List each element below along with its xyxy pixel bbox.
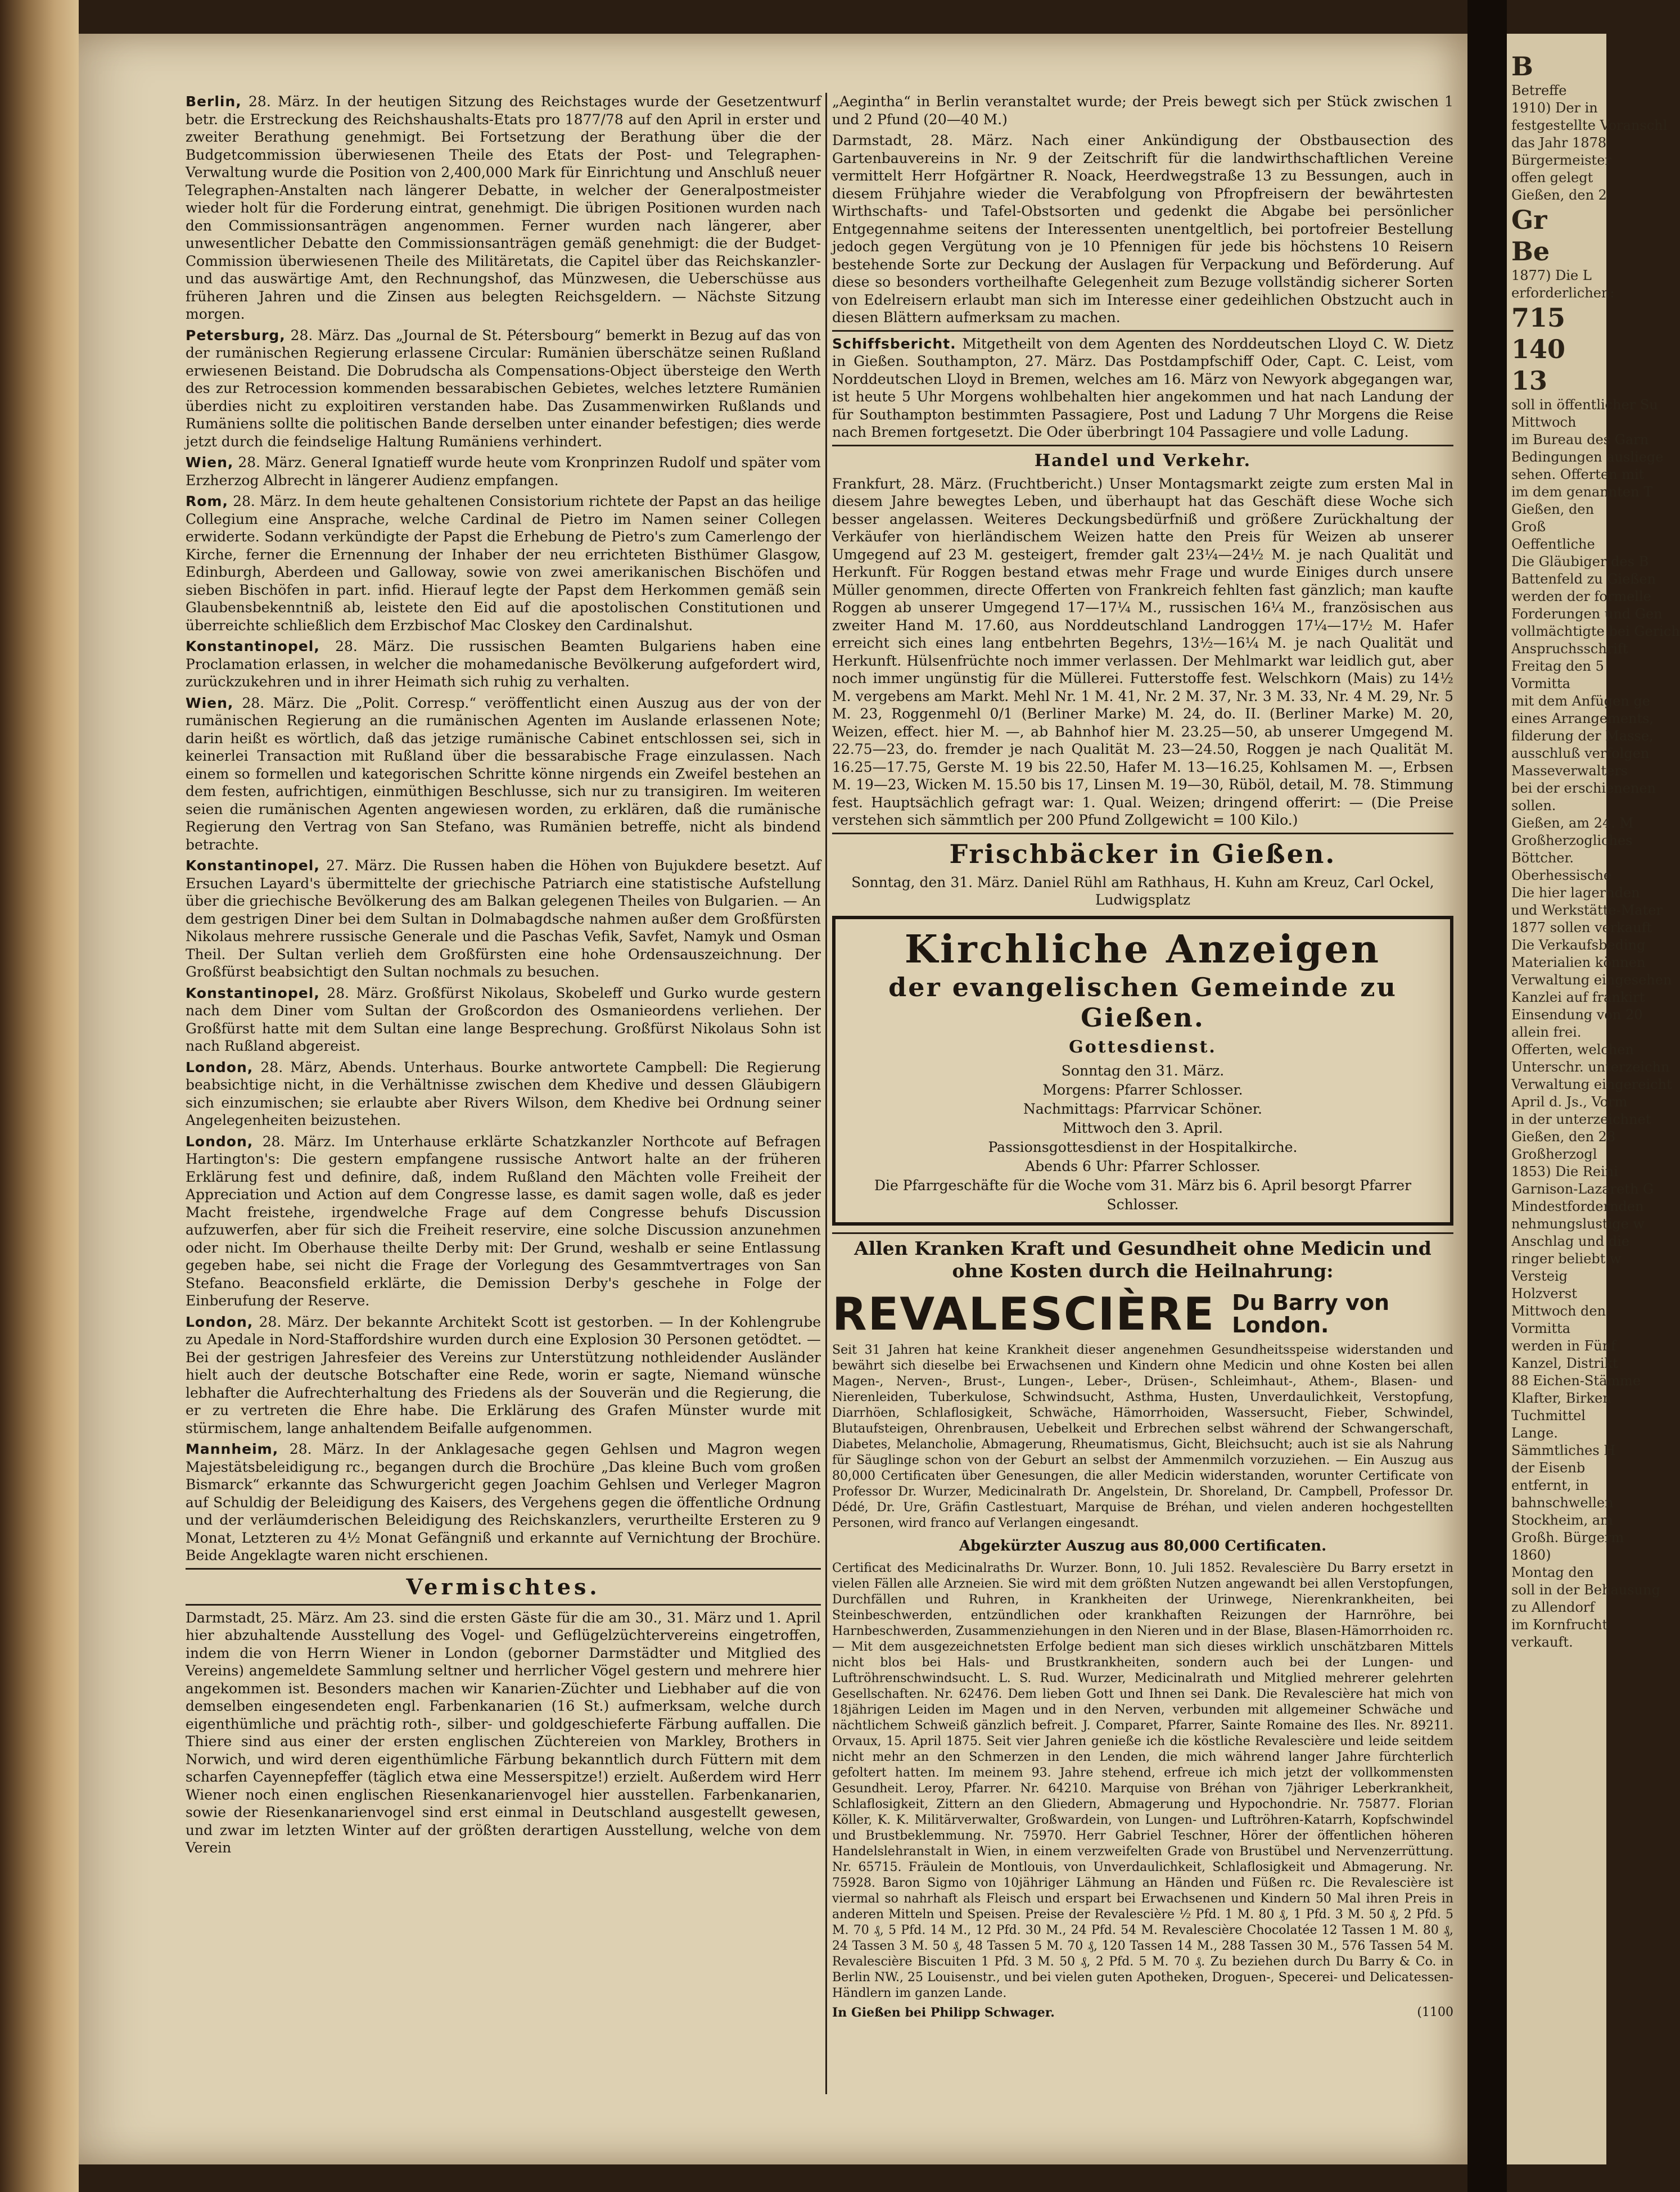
adjacent-page-fragment: im dem genannten T [1511, 484, 1653, 500]
article-text: 28. März, Abends. Unterhaus. Bourke antwortete Campbell: Die Regierung beabsichtige nicht, in die Verhältnisse zwischen dem Khedive und dessen Gläubigern sich einzumischen; sie erlaubte aber Rivers Wilson, dem Khedive bei Ordnung seiner Angelegenheiten beizustehen. [186, 1059, 821, 1128]
adjacent-page-fragment: filderung der Masse, [1511, 728, 1654, 744]
article-dateline: Mannheim, [186, 1441, 279, 1457]
news-article [186, 857, 821, 981]
adjacent-page-fragment: vollmächtigte bei Gerich [1511, 623, 1680, 639]
handel-heading: Handel und Verkehr. [1034, 450, 1252, 471]
adjacent-page-fragment: Bedingungen ausliege [1511, 449, 1664, 465]
adjacent-page-fragment: eines Arrangements, [1511, 711, 1654, 726]
adjacent-page-fragment: im Bureau des Garn [1511, 432, 1649, 448]
adjacent-page-fragment: soll in der Behausung [1511, 1582, 1660, 1598]
article-text: 28. März. Die russischen Beamten Bulgariens haben eine Proclamation erlassen, in welcher die mohamedanische Bevölkerung aufgefordert wird, zurückzukehren und in ihrer Heimath sich ruhig zu verhalten. [186, 638, 821, 690]
article-dateline: London, [186, 1313, 254, 1330]
adjacent-page-fragment: Sämmtliches H [1511, 1443, 1616, 1458]
revalesciere-brand: REVALESCIÈRE [832, 1287, 1216, 1340]
article-text: 28. März. Das „Journal de St. Pétersbourg“ bemerkt in Bezug auf das von der rumänischen Regierung erlassene Circular: Rumänien überschätze seinen Rußland erwiesenen Beistand. Die Dobrudscha als Compensations-Object übersteige den Werth des zur Retrocession kommenden bessarabischen Gebietes, welches letztere Rumänien überdies nicht zu exploitiren verstanden habe. Das Zusammenwirken Rußlands und Rumäniens sollte die politischen Bande derselben unter einander befestigen; dies werde jetzt durch die feindselige Haltung Rumäniens verhindert. [186, 327, 821, 450]
adjacent-page-fragment: mit dem Anfügen ge [1511, 693, 1651, 709]
schiffsbericht-text: Mitgetheilt von dem Agenten des Norddeutschen Lloyd C. W. Dietz in Gießen. Southampton, 27. März. Das Postdampfschiff Oder, Capt. C. Leist, vom Norddeutschen Lloyd in Bremen, welches am 16. März von Newyork abgegangen war, ist heute 5 Uhr Morgens wohlbehalten hier angekommen und hat nach Landung der für Southampton bestimmten Passagiere, Post und Ladung 7 Uhr Morgens die Reise nach Bremen fortgesetzt. Die Oder überbringt 104 Passagiere und volle Ladung. [832, 335, 1453, 440]
adjacent-page-fragment: Gießen, den 2 [1511, 187, 1607, 203]
kirchliche-subtitle: der evangelischen Gemeinde zu Gießen. [888, 971, 1397, 1033]
adjacent-page-fragment: allein frei. [1511, 1024, 1582, 1040]
revalesciere-headline: Allen Kranken Kraft und Gesundheit ohne Medicin und ohne Kosten durch die Heilnahrung: [854, 1237, 1431, 1282]
news-article [186, 1440, 821, 1565]
news-article [186, 1059, 821, 1129]
adjacent-page-text [1507, 34, 1680, 1668]
adjacent-page-fragment: Stockheim, am [1511, 1512, 1613, 1528]
revalesciere-brand-row [832, 1288, 1453, 1340]
news-article [186, 984, 821, 1055]
adjacent-page-fragment: 715 [1511, 302, 1566, 333]
article-text: 28. März. Im Unterhause erklärte Schatzkanzler Northcote auf Befragen Hartington's: Die gestern empfangene russische Antwort halte an der früheren Erklärung fest und definire, daß, indem Rußland den Mächten volle Freiheit der Appreciation und Action auf dem Congresse lasse, es damit sagen wolle, daß es jeder Macht freistehe, irgendwelche Frage auf dem Congresse behufs Discussion aufzuwerfen, aber für sich die Freiheit reservire, eine solche Discussion anzunehmen oder nicht. Im Oberhause theilte Derby mit: Der Grund, weshalb er seine Entlassung gegeben habe, sei nicht die Frage der Vorlegung des Gesammtvertrages von San Stefano. Beaconsfield erklärte, die Demission Derby's geschehe in Folge der Einberufung der Reserve. [186, 1133, 821, 1309]
adjacent-page-fragment: Klafter, Birken [1511, 1390, 1611, 1406]
adjacent-page-fragment: verkauft. [1511, 1634, 1573, 1650]
service-line: Mittwoch den 3. April. [1063, 1119, 1223, 1136]
article-dateline: London, [186, 1059, 254, 1075]
adjacent-page-fragment: Vormitta [1511, 1321, 1571, 1336]
book-spine [0, 0, 79, 2192]
article-dateline: Konstantinopel, [186, 984, 320, 1001]
adjacent-page-fragment: werden der formelle [1511, 589, 1651, 604]
adjacent-page-fragment: Forderungen und Gen [1511, 606, 1663, 622]
adjacent-page-fragment: Gr [1511, 205, 1547, 235]
adjacent-page-fragment: Großh. Bürgerm [1511, 1530, 1624, 1545]
adjacent-page-fragment: Oberhessische [1511, 867, 1612, 883]
frischbaecker-heading: Frischbäcker in Gießen. [949, 838, 1336, 869]
cert-text: Certificat des Medicinalraths Dr. Wurzer. Bonn, 10. Juli 1852. Revalescière Du Barry ersetzt in vielen Fällen alle Arzneien. Sie wird mit dem größten Nutzen angewandt bei allen Verstopfungen, Durchfällen und Ruhren, in Krankheiten der Urinwege, Nierenkrankheiten, bei Steinbeschwerden, entzündlichen oder krankhaften Reizungen der Harnröhre, bei Harnbeschwerden, Zusammenziehungen in den Nieren und in der Blase, Blasen-Hämorrhoiden rc. — Mit dem ausgezeichnetsten Erfolge bedient man sich dieses wirklich unschätzbaren Mittels nicht blos bei Hals- und Brustkrankheiten, sondern auch bei der Lungen- und Luftröhrenschwindsucht. L. S. Rud. Wurzer, Medicinalrath und Mitglied mehrerer gelehrten Gesellschaften. Nr. 62476. Dem lieben Gott und Ihnen sei Dank. Die Revalescière hat mich von 18jährigen Leiden im Magen und in den Nerven, verbunden mit allgemeiner Schwäche und nächtlichem Schweiß gänzlich befreit. J. Comparet, Pfarrer, Sainte Romaine des Iles. Nr. 89211. Orvaux, 15. April 1875. Seit vier Jahren genieße ich die köstliche Revalescière und leide seitdem nicht mehr an den Schmerzen in den Lenden, die mich während langer Jahre fürchterlich gefoltert hatten. Im meinem 93. Jahre stehend, erfreue ich mich jetzt der vollkommensten Gesundheit. Leroy, Pfarrer. Nr. 64210. Marquise von Bréhan von 7jähriger Leberkrankheit, Schlaflosigkeit, Zittern an den Gliedern, Abmagerung und Hypochondrie. Nr. 75877. Florian Köller, K. K. Militärverwalter, Großwardein, von Lungen- und Luftröhren-Katarrh, Kopfschwindel und Brustbeklemmung. Nr. 75970. Herr Gabriel Teschner, Hörer der öffentlichen höheren Handelslehranstalt in Wien, in einem verzweifelten Grade von Brustübel und Nervenzerrüttung. Nr. 65715. Fräulein de Montlouis, von Unverdaulichkeit, Schlaflosigkeit und Abmagerung. Nr. 75928. Baron Sigmo von 10jähriger Lähmung an Händen und Füßen rc. Die Revalescière ist viermal so nahrhaft als Fleisch und erspart bei Erwachsenen und Kindern 50 Mal ihren Preis in anderen Mitteln und Speisen. Preise der Revalescière ½ Pfd. 1 M. 80 ₰, 1 Pfd. 3 M. 50 ₰, 2 Pfd. 5 M. 70 ₰, 5 Pfd. 14 M., 12 Pfd. 30 M., 24 Pfd. 54 M. Revalescière Chocolatée 12 Tassen 1 M. 80 ₰, 24 Tassen 3 M. 50 ₰, 48 Tassen 5 M. 70 ₰, 120 Tassen 14 M., 288 Tassen 30 M., 576 Tassen 54 M. Revalescière Biscuiten 1 Pfd. 3 M. 50 ₰, 2 Pfd. 5 M. 70 ₰. Zu beziehen durch Du Barry & Co. in Berlin NW., 25 Louisenstr., und bei vielen guten Apotheken, Droguen-, Specerei- und Delicatessen-Händlern im ganzen Lande. [832, 1561, 1453, 2000]
adjacent-page-fragment: Be [1511, 236, 1550, 266]
section-rule [832, 833, 1453, 834]
adjacent-page-fragment: Die Verkaufsbeding [1511, 937, 1646, 953]
adjacent-page-fragment: Holzverst [1511, 1286, 1577, 1301]
adjacent-page-fragment: das Jahr 1878 [1511, 135, 1607, 151]
adjacent-page-fragment: Mittwoch den [1511, 1303, 1606, 1319]
adjacent-page-fragment: Tuchmittel [1511, 1408, 1586, 1423]
adjacent-page-fragment: ringer beliebt w [1511, 1251, 1622, 1267]
adjacent-page-fragment: Vormitta [1511, 676, 1571, 692]
adjacent-page-fragment: offen gelegt [1511, 170, 1593, 186]
adjacent-page-fragment: 1877 sollen verkauft [1511, 920, 1652, 935]
adjacent-page-fragment: Kanzlei auf frankirt [1511, 989, 1645, 1005]
section-rule [832, 445, 1453, 446]
adjacent-page-fragment: Materialien können [1511, 955, 1646, 970]
adjacent-page-fragment: zu Allendorf [1511, 1599, 1595, 1615]
adjacent-page-fragment: Kanzel, Distrikt [1511, 1355, 1618, 1371]
article-dateline: Wien, [186, 694, 234, 711]
news-articles [186, 93, 821, 1565]
kirchliche-anzeigen-box [832, 916, 1453, 1226]
news-article [186, 93, 821, 323]
adjacent-page-fragment: Großherzogl [1511, 1146, 1597, 1162]
adjacent-page-fragment: Anspruchsschrift [1511, 641, 1628, 657]
gottesdienst-heading: Gottesdienst. [1069, 1037, 1217, 1057]
adjacent-page-fragment: sollen. [1511, 798, 1556, 813]
adjacent-page-fragment: werden in Fünf [1511, 1338, 1616, 1354]
right-top-continuation: „Aegintha“ in Berlin veranstaltet wurde; der Preis bewegt sich per Stück zwischen 1 und 2 Pfund (20—40 M.) [832, 93, 1453, 128]
article-text: 28. März. Der bekannte Architekt Scott ist gestorben. — In der Kohlengrube zu Apedale in Nord-Staffordshire wurden durch eine Explosion 30 Personen getödtet. — Bei der gestrigen Jahresfeier des Vereins zur Unterstützung nothleidender Ausländer hielt auch der deutsche Botschafter eine Rede, worin er sagte, Niemand wünsche lebhafter die Aufrechterhaltung des Friedens als der Souverän und die Regierung, die er zu vertreten die Ehre habe. Die Erklärung des Grafen Münster wurde mit stürmischem, lange anhaltendem Beifalle aufgenommen. [186, 1313, 821, 1436]
news-article [186, 638, 821, 691]
article-text: 28. März. General Ignatieff wurde heute vom Kronprinzen Rudolf und später vom Erzherzog Albrecht in längerer Audienz empfangen. [186, 454, 821, 489]
service-line: Abends 6 Uhr: Pfarrer Schlosser. [1025, 1158, 1261, 1174]
service-line: Nachmittags: Pfarrvicar Schöner. [1023, 1100, 1262, 1117]
vermischtes-heading: Vermischtes. [406, 1574, 600, 1599]
vermischtes-text: Darmstadt, 25. März. Am 23. sind die ersten Gäste für die am 30., 31. März und 1. April hier abzuhaltende Ausstellung des Vogel- und Geflügelzüchtervereins eingetroffen, indem die von Herrn Wiener in London (geborner Darmstädter und Mitglied des Vereins) angemeldete Sammlung seltner und herrlicher Vögel gestern und mehrere hier angekommen ist. Besonders machen wir Kanarien-Züchter und Liebhaber auf die von demselben eingesendeten engl. Farbenkanarien (16 St.) aufmerksam, welche durch eigenthümliche und prächtig roth-, silber- und goldgeschieferte Färbung auffallen. Die Thiere sind aus einer der ersten englischen Züchtereien von Markley, Brothers in Norwich, und wird deren eigenthümliche Färbung bekanntlich durch Füttern mit dem scharfen Cayennepfeffer (täglich etwa eine Messerspitze!) erzielt. Außerdem wird Herr Wiener noch einen englischen Riesenkanarienvogel hier ausstellen. Farbenkanarien, sowie der Riesenkanarienvogel sind erst einmal in Deutschland ausgestellt gewesen, und zwar im letzten Winter auf der größten derartigen Ausstellung, welche von dem Verein [186, 1609, 821, 1856]
adjacent-page-fragment: Verwaltung eingesehen [1511, 972, 1672, 988]
handel-text: Frankfurt, 28. März. (Fruchtbericht.) Unser Montagsmarkt zeigte zum ersten Mal in diesem Jahre bewegtes Leben, und überhaupt hat das Geschäft diese Woche sich besser angelassen. Weiteres Deckungsbedürfniß und größere Zurückhaltung der Verkäufer von hierländischem Weizen hatte den Preis für Weizen ab unserer Umgegend auf 23 M. gesteigert, fremder galt 23¼—24½ M. je nach Qualität und Herkunft. Für Roggen bestand etwas mehr Frage und wurde Einiges durch unsere Müller genommen, directe Offerten von Frankreich fehlten fast gänzlich; man kaufte Roggen ab unserer Umgegend 17—17¼ M., russischen 16¼ M., französischen aus zweiter Hand M. 17.60, aus Norddeutschland Landroggen 17¼—17½ M. Hafer erreicht sich eines lang entbehrten Begehrs, 13½—16¼ M. je nach Qualität und Herkunft. Hülsenfrüchte noch immer verlassen. Der Mehlmarkt war leidlich gut, aber noch immer ungünstig für die Müllerei. Futterstoffe fest. Welschkorn (Mais) zu 14½ M. vergebens am Markt. Mehl Nr. 1 M. 41, Nr. 2 M. 37, Nr. 3 M. 33, Nr. 4 M. 29, Nr. 5 M. 23, Roggenmehl 0/1 (Berliner Marke) M. 24, do. II. (Berliner Marke) M. 20, Weizen, effect. hier M. —, ab Bahnhof hier M. 23.25—50, ab unserer Umgegend M. 22.75—23, do. fremder je nach Qualität M. 23—24.50, Roggen je nach Qualität M. 16.25—17.75, Gerste M. 19 bis 22.50, Hafer M. 13—16.25, Kohlsamen M. —, Erbsen M. 19—23, Wicken M. 15.50 bis 17, Linsen M. 19—30, Rüböl, detail, M. 78. Stimmung fest. Hauptsächlich gefragt war: 1. Qual. Weizen; dringend offerirt: — (Die Preise verstehen sich sämmtlich per 200 Pfund Zollgewicht = 100 Kilo.) [832, 475, 1453, 828]
left-column [186, 93, 821, 2094]
article-text: 27. März. Die Russen haben die Höhen von Bujukdere besetzt. Auf Ersuchen Layard's übermittelte der griechische Patriarch eine statistische Aufstellung über die griechische Bevölkerung des am Balkan gelegenen Theiles von Bulgarien. — An dem gestrigen Diner bei dem Sultan in Dolmabagdsche nahmen außer dem Großfürsten Nikolaus mehrere russische Generale und die Paschas Vefik, Savfet, Namyk und Osman Theil. Der Sultan verlieh dem Großfürsten eine hohe Ordensauszeichnung. Der Großfürst beabsichtigt den Sultan nochmals zu besuchen. [186, 857, 821, 980]
section-rule [186, 1604, 821, 1606]
adjacent-page [1507, 34, 1680, 2164]
adjacent-page-fragment: Gießen, den [1511, 501, 1595, 517]
article-dateline: Konstantinopel, [186, 857, 320, 874]
adjacent-page-fragment: Masseverwalters [1511, 763, 1628, 779]
adjacent-page-fragment: nehmungslustige w [1511, 1216, 1645, 1232]
section-rule [832, 1232, 1453, 1234]
adjacent-page-fragment: der Eisenb [1511, 1460, 1586, 1476]
revalesciere-by: Du Barry von London. [1232, 1290, 1390, 1337]
schiffsbericht [832, 335, 1453, 441]
article-dateline: Petersburg, [186, 327, 286, 344]
adjacent-page-fragment: 1877) Die L [1511, 268, 1592, 283]
news-article [186, 1133, 821, 1310]
adjacent-page-fragment: 13 [1511, 365, 1548, 396]
article-text: 28. März. In der Anklagesache gegen Gehlsen und Magron wegen Majestätsbeleidigung rc., begangen durch die Brochüre „Das kleine Buch vom großen Bismarck“ erkannte das Schwurgericht gegen Joachim Gehlsen und Verleger Magron auf Schuldig der Beleidigung des Kaisers, des Vergehens gegen die öffentliche Ordnung und der verläumderischen Beleidigung des Reichskanzlers, verurtheilte Ersteren zu 9 Monat, Letzteren zu 4½ Monat Gefängniß und erkannte auf Vernichtung der Brochüre. Beide Angeklagte waren nicht erschienen. [186, 1441, 821, 1563]
adjacent-page-fragment: sehen. Offerten mit [1511, 467, 1645, 482]
adjacent-page-fragment: Gießen, am 24. M [1511, 815, 1634, 831]
article-dateline: London, [186, 1133, 254, 1150]
article-dateline: Rom, [186, 493, 228, 509]
adjacent-page-fragment: bahnschwellen [1511, 1495, 1614, 1511]
service-line: Morgens: Pfarrer Schlosser. [1042, 1081, 1243, 1098]
article-dateline: Konstantinopel, [186, 638, 320, 654]
adjacent-page-fragment: B [1511, 51, 1533, 82]
revalesciere-footer [832, 2005, 1453, 2021]
news-article [186, 694, 821, 854]
adjacent-page-fragment: Betreffe [1511, 83, 1567, 98]
adjacent-page-fragment: Bürgermeister [1511, 152, 1611, 168]
section-rule [186, 1568, 821, 1570]
adjacent-page-fragment: Verwaltung eingereicht [1511, 1077, 1672, 1092]
adjacent-page-fragment: 140 [1511, 334, 1566, 364]
revalesciere-intro: Seit 31 Jahren hat keine Krankheit dieser angenehmen Gesundheitsspeise widerstanden und bewährt sich dieselbe bei Erwachsenen und Kindern ohne Medicin und ohne Kosten bei allen Magen-, Nerven-, Brust-, Lungen-, Leber-, Drüsen-, Schleimhaut-, Athem-, Blasen- und Nierenleiden, Tuberkulose, Schwindsucht, Asthma, Husten, Unverdaulichkeit, Verstopfung, Diarrhöen, Schlaflosigkeit, Schwäche, Hämorrhoiden, Wassersucht, Fieber, Schwindel, Blutaufsteigen, Ohrenbrausen, Uebelkeit und Erbrechen selbst während der Schwangerschaft, Diabetes, Melancholie, Abmagerung, Rheumatismus, Gicht, Bleichsucht; auch ist sie als Nahrung für Säuglinge schon von der Geburt an selbst der Ammenmilch vorzuziehen. — Ein Auszug aus 80,000 Certificaten über Genesungen, die aller Medicin widerstanden, worunter Certificate von Professor Dr. Wurzer, Medicinalrath Dr. Angelstein, Dr. Shoreland, Dr. Campbell, Professor Dr. Dédé, Dr. Ure, Gräfin Castlestuart, Marquise de Bréhan, und vielen anderen hochgestellten Personen, wird franco auf Verlangen eingesandt. [832, 1343, 1453, 1530]
adjacent-page-fragment: Groß [1511, 519, 1546, 535]
kirchliche-title: Kirchliche Anzeigen [904, 926, 1381, 972]
service-line: Sonntag den 31. März. [1061, 1062, 1225, 1079]
adjacent-page-fragment: Böttcher. [1511, 850, 1574, 866]
adjacent-page-fragment: Montag den [1511, 1565, 1594, 1580]
news-article [186, 492, 821, 634]
adjacent-page-fragment: 1910) Der in [1511, 100, 1598, 116]
adjacent-page-fragment: Großherzogliches [1511, 833, 1633, 848]
news-article [186, 327, 821, 451]
adjacent-page-fragment: Mittwoch [1511, 414, 1577, 430]
adjacent-page-fragment: Garnison-Lazareth G [1511, 1181, 1654, 1197]
adjacent-page-fragment: Offerten, welchen [1511, 1042, 1634, 1057]
frischbaecker-text: Sonntag, den 31. März. Daniel Rühl am Rathhaus, H. Kuhn am Kreuz, Carl Ockel, Ludwigsplatz [851, 874, 1434, 908]
adjacent-page-fragment: Anschlag und die [1511, 1233, 1630, 1249]
adjacent-page-fragment: erforderlichen: [1511, 285, 1615, 301]
adjacent-page-fragment: 1853) Die Reini [1511, 1164, 1618, 1179]
adjacent-page-fragment: Freitag den 5 [1511, 658, 1604, 674]
service-line: Die Pfarrgeschäfte für die Woche vom 31. März bis 6. April besorgt Pfarrer Schlosser. [874, 1177, 1412, 1213]
news-article [186, 1313, 821, 1438]
page-gutter [1467, 0, 1507, 2192]
article-text: 28. März. Großfürst Nikolaus, Skobeleff und Gurko wurde gestern nach dem Diner vom Sultan der Großcordon des Osmanieordens verliehen. Der Großfürst hatte mit dem Sultan eine lange Besprechung. Großfürst Nikolaus Sohn ist nach Rußland abgereist. [186, 984, 821, 1054]
news-article [186, 454, 821, 489]
adjacent-page-fragment: ausschluß verfolgen [1511, 745, 1650, 761]
adjacent-page-fragment: Die Gläubiger des B [1511, 554, 1649, 570]
column-rule [825, 93, 827, 2094]
adjacent-page-fragment: Lange. [1511, 1425, 1558, 1441]
footer-text: In Gießen bei Philipp Schwager. [832, 2005, 1055, 2020]
darmstadt-notice: Darmstadt, 28. März. Nach einer Ankündigung der Obstbausection des Gartenbauvereins in Nr. 9 der Zeitschrift für die landwirthschaftlichen Vereine vermittelt Herr Hofgärtner R. Noack, Heerdwegstraße 13 zu Bessungen, auch in diesem Frühjahre wieder die Verabfolgung von Pfropfreisern der bewährtesten Wirthschafts- und Tafel-Obstsorten und gedenkt die Abgabe bei persönlicher Entgegennahme seitens der Interessenten unentgeltlich, bei portofreier Bestellung jedoch gegen Vergütung von je 10 Pfennigen für jede bis höchstens 10 Reisern bestehende Sorte zur Deckung der Auslagen für Verpackung und Beförderung. Auf diese so besonders vortheilhafte Gelegenheit zum Bezuge vollständig sicherer Sorten von Edelreisern erlaubt man sich im Interesse einer gedeihlichen Obstzucht auch in diesen Blättern aufmerksam zu machen. [832, 132, 1453, 326]
adjacent-page-fragment: im Kornfrucht [1511, 1617, 1608, 1633]
adjacent-page-fragment: 88 Eichen-Stämme [1511, 1373, 1641, 1389]
adjacent-page-fragment: soll in öffentlicher Su [1511, 397, 1658, 413]
adjacent-page-fragment: Unterschr. unterzeichn [1511, 1059, 1670, 1075]
article-text: 28. März. In der heutigen Sitzung des Reichstages wurde der Gesetzentwurf betr. die Erstreckung des Reichshaushalts-Etats pro 1877/78 auf den April in erster und zweiter Berathung genehmigt. Bei Fortsetzung der Berathung über die der Budgetcommission überwiesenen Theile des Etats der Post- und Telegraphen-Verwaltung wurde die Position von 2,400,000 Mark für Einrichtung und Anschluß neuer Telegraphen-Anstalten nach längerer Debatte, in welcher der Generalpostmeister wieder holt für die Forderung eintrat, genehmigt. Die übrigen Positionen wurden nach den Commissionsanträgen angenommen. Ferner wurden nach längerer, aber unwesentlicher Debatte den Commissionsanträgen gemäß genehmigt: die der Budget-Commission überwiesenen Theile des Militäretats, die Capitel über das Reichskanzler- und das auswärtige Amt, den Rechnungshof, das Münzwesen, die Ueberschüsse aus früheren Jahren und die Zinsen aus belegten Reichsgeldern. — Nächste Sitzung morgen. [186, 93, 821, 322]
article-text: 28. März. In dem heute gehaltenen Consistorium richtete der Papst an das heilige Collegium eine Ansprache, welche Cardinal de Pietro im Namen seiner Collegen erwiderte. Sodann verkündigte der Papst die Erhebung de Pietro's zum Camerlengo der Kirche, ferner die Ernennung der Inhaber der neu errichteten Bisthümer Glasgow, Edinburgh, Aberdeen und Galloway, sowie von zwei amerikanischen Bischöfen und sieben Bischöfen in part. infid. Hierauf legte der Papst dem Herkommen gemäß sein Glaubensbekenntniß ab, leistete den Eid auf die apostolischen Constitutionen und überreichte schließlich dem Erzbischof Mac Closkey den Cardinalshut. [186, 493, 821, 634]
adjacent-page-fragment: Die hier lagernden [1511, 885, 1640, 901]
section-rule [832, 330, 1453, 332]
adjacent-page-fragment: in der unterzeichnet [1511, 1111, 1651, 1127]
service-lines [847, 1061, 1439, 1214]
adjacent-page-fragment: Oeffentliche [1511, 536, 1595, 552]
adjacent-page-fragment: Einsendung von 20 [1511, 1007, 1643, 1023]
right-column [832, 93, 1453, 2094]
adjacent-page-fragment: Gießen, den 28 [1511, 1129, 1616, 1145]
cert-heading: Abgekürzter Auszug aus 80,000 Certificaten. [959, 1537, 1327, 1554]
article-dateline: Berlin, [186, 93, 242, 110]
adjacent-page-fragment: Versteig [1511, 1268, 1568, 1284]
adjacent-page-fragment: entfernt, in [1511, 1477, 1589, 1493]
ad-number: (1100 [1417, 2005, 1453, 2019]
adjacent-page-fragment: April d. Js., Vorm [1511, 1094, 1628, 1110]
adjacent-page-fragment: 1860) [1511, 1547, 1551, 1563]
article-text: 28. März. Die „Polit. Corresp.“ veröffentlicht einen Auszug aus der von der rumänischen Regierung an die rumänischen Agenten im Auslande erlassenen Note; darin heißt es wörtlich, daß das jetzige rumänische Cabinet entschlossen sei, sich in keinerlei Transaction mit Rußland über die bessarabische Frage einzulassen. Nach einem so formellen und kategorischen Schritte könne nirgends ein Zweifel bestehen an dem festen, aufrichtigen, einmüthigen Beschlusse, sich nur zu transigiren. Im weiteren seien die rumänischen Agenten angewiesen worden, zu erklären, daß die rumänische Regierung den Vertrag von San Stefano, was Rumänien betreffe, nicht als bindend betrachte. [186, 694, 821, 853]
adjacent-page-fragment: Mindestfordernden [1511, 1199, 1644, 1214]
article-dateline: Wien, [186, 454, 234, 471]
adjacent-page-fragment: bei der erschienenen [1511, 780, 1656, 796]
service-line: Passionsgottesdienst in der Hospitalkirche. [988, 1138, 1298, 1155]
adjacent-page-fragment: festgestellte Voranschl [1511, 117, 1668, 133]
adjacent-page-fragment: Battenfeld zu Gießen [1511, 571, 1656, 587]
schiffsbericht-title: Schiffsbericht. [832, 335, 956, 352]
adjacent-page-fragment: und Werkstätte-Mater [1511, 902, 1663, 918]
